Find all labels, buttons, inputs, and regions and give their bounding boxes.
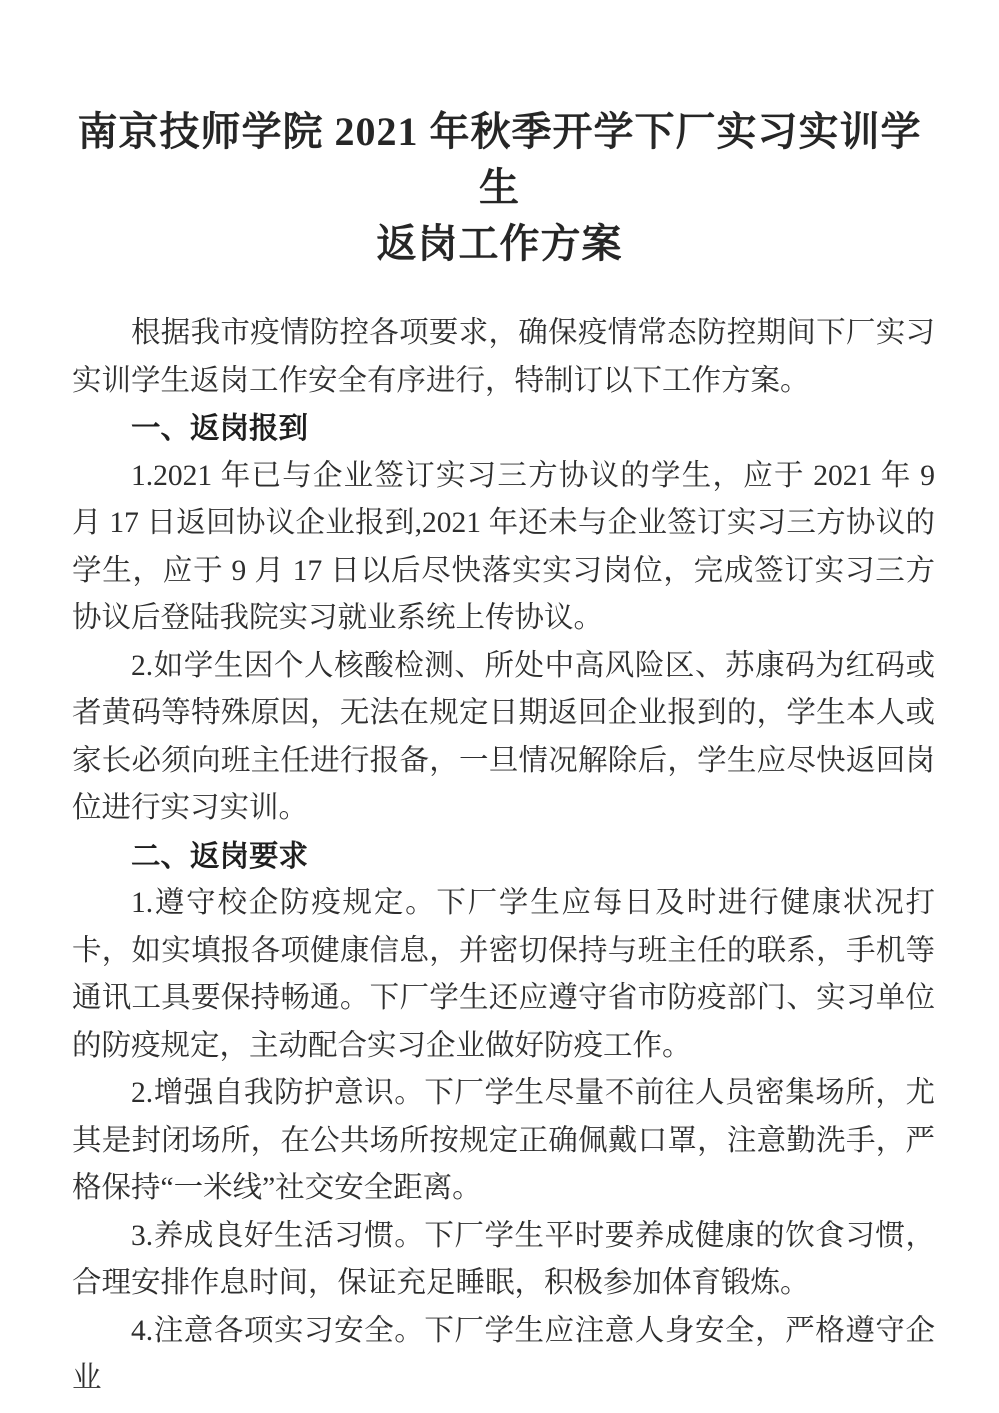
section-heading-return-requirements: 二、返岗要求 (131, 839, 309, 873)
section2-item-2: 2.增强自我防护意识。下厂学生尽量不前往人员密集场所，尤其是封闭场所，在公共场所按规定正确佩戴口罩，注意勤洗手，严格保持“一米线”社交安全距离。 (72, 1077, 935, 1204)
section2-item-1: 1.遵守校企防疫规定。下厂学生应每日及时进行健康状况打卡，如实填报各项健康信息，并密切保持与班主任的联系，手机等通讯工具要保持畅通。下厂学生还应遵守省市防疫部门、实习单位的防疫规定，主动配合实习企业做好防疫工作。 (72, 887, 935, 1062)
section2-item-4: 4.注意各项实习安全。下厂学生应注意人身安全，严格遵守企业 (72, 1314, 935, 1394)
section2-item-3: 3.养成良好生活习惯。下厂学生平时要养成健康的饮食习惯，合理安排作息时间，保证充足睡眠，积极参加体育锻炼。 (72, 1219, 935, 1299)
document-title (60, 104, 939, 272)
section1-item-2: 2.如学生因个人核酸检测、所处中高风险区、苏康码为红码或者黄码等特殊原因，无法在规定日期返回企业报到的，学生本人或家长必须向班主任进行报备，一旦情况解除后，学生应尽快返回岗位进行实习实训。 (72, 649, 935, 824)
document-title-line1: 南京技师学院 2021 年秋季开学下厂实习实训学生 (77, 109, 922, 210)
section1-item-1: 1.2021 年已与企业签订实习三方协议的学生，应于 2021 年 9 月 17 日返回协议企业报到,2021 年还未与企业签订实习三方协议的学生，应于 9 月 17 日以后尽快落实实习岗位，完成签订实习三方协议后登陆我院实习就业系统上传协议。 (72, 459, 935, 634)
document-title-line2: 返岗工作方案 (376, 221, 623, 266)
document-body (72, 310, 935, 1403)
intro-paragraph: 根据我市疫情防控各项要求，确保疫情常态防控期间下厂实习实训学生返岗工作安全有序进行，特制订以下工作方案。 (72, 317, 935, 397)
section-heading-return-report: 一、返岗报到 (131, 412, 309, 445)
